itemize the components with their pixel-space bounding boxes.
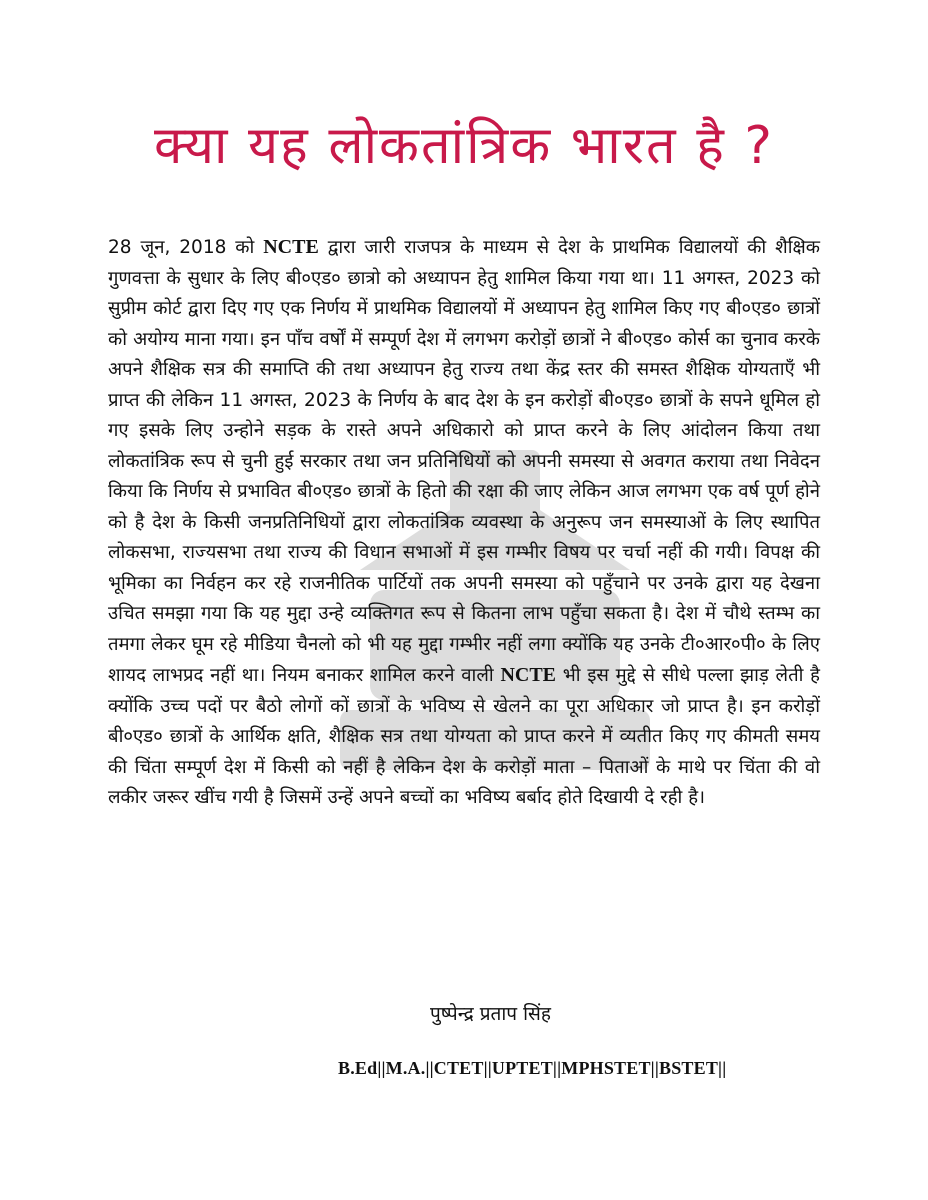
body-text-segment: भी इस मुद्दे से सीधे पल्ला झाड़ लेती है क्योंकि उच्च पदों पर बैठो लोगों कों छात्रों के भविष्य से खेलने का पूरा अधिकार जो प्राप्त है। इन करोड़ों बी०एड० छात्रों के आर्थिक क्षति, शैक्षिक सत्र तथा योग्यता को प्राप्त करने में व्यतीत किए गए कीमती समय की चिंता सम्पूर्ण देश में किसी को नहीं है लेकिन देश के करोड़ों माता – पिताओं के माथे पर चिंता की वो लकीर जरूर खींच गयी है जिसमें उन्हें अपने बच्चों का भविष्य बर्बाद होते दिखायी दे रही है। [108, 665, 820, 808]
ncte-abbreviation: NCTE [500, 664, 557, 686]
body-paragraph [108, 232, 820, 814]
body-text-segment: द्वारा जारी राजपत्र के माध्यम से देश के प्राथमिक विद्यालयों की शैक्षिक गुणवत्ता के सुधार के लिए बी०एड० छात्रो को अध्यापन हेतु शामिल किया गया था। 11 अगस्त, 2023 को सुप्रीम कोर्ट द्वारा दिए गए एक निर्णय में प्राथमिक विद्यालयों में अध्यापन हेतु शामिल किए गए बी०एड० छात्रों को अयोग्य माना गया। इन पाँच वर्षों में सम्पूर्ण देश में लगभग करोड़ों छात्रों ने बी०एड० कोर्स का चुनाव करके अपने शैक्षिक सत्र की समाप्ति की तथा अध्यापन हेतु राज्य तथा केंद्र स्तर की समस्त शैक्षिक योग्यताएँ भी प्राप्त की लेकिन 11 अगस्त, 2023 के निर्णय के बाद देश के इन करोड़ों बी०एड० छात्रों के सपने धूमिल हो गए इसके लिए उन्होने सड़क के रास्ते अपने अधिकारो को प्राप्त करने के लिए आंदोलन किया तथा लोकतांत्रिक रूप से चुनी हुई सरकार तथा जन प्रतिनिधियों को अपनी समस्या से अवगत कराया तथा निवेदन किया कि निर्णय से प्रभावित बी०एड० छात्रों के हितो की रक्षा की जाए लेकिन आज लगभग एक वर्ष पूर्ण होने को है देश के किसी जनप्रतिनिधियों द्वारा लोकतांत्रिक व्यवस्था के अनुरूप जन समस्याओं के लिए स्थापित लोकसभा, राज्यसभा तथा राज्य की विधान सभाओं में इस गम्भीर विषय पर चर्चा नहीं की गयी। विपक्ष की भूमिका का निर्वहन कर रहे राजनीतिक पार्टियों तक अपनी समस्या को पहुँचाने पर उनके द्वारा यह देखना उचित समझा गया कि यह मुद्दा उन्हे व्यक्तिगत रूप से कितना लाभ पहुँचा सकता है। देश में चौथे स्तम्भ का तमगा लेकर घूम रहे मीडिया चैनलो को भी यह मुद्दा गम्भीर नहीं लगा क्योंकि यह उनके टी०आर०पी० के लिए शायद लाभप्रद नहीं था। नियम बनाकर शामिल करने वाली [108, 237, 820, 686]
ncte-abbreviation: NCTE [263, 236, 319, 258]
author-credentials: B.Ed||M.A.||CTET||UPTET||MPHSTET||BSTET|| [338, 1058, 727, 1078]
body-text-segment: 28 जून, 2018 को [108, 237, 264, 258]
author-name: पुष्पेन्द्र प्रताप सिंह [430, 1003, 551, 1025]
page-title: क्या यह लोकतांत्रिक भारत है ? [154, 116, 774, 176]
